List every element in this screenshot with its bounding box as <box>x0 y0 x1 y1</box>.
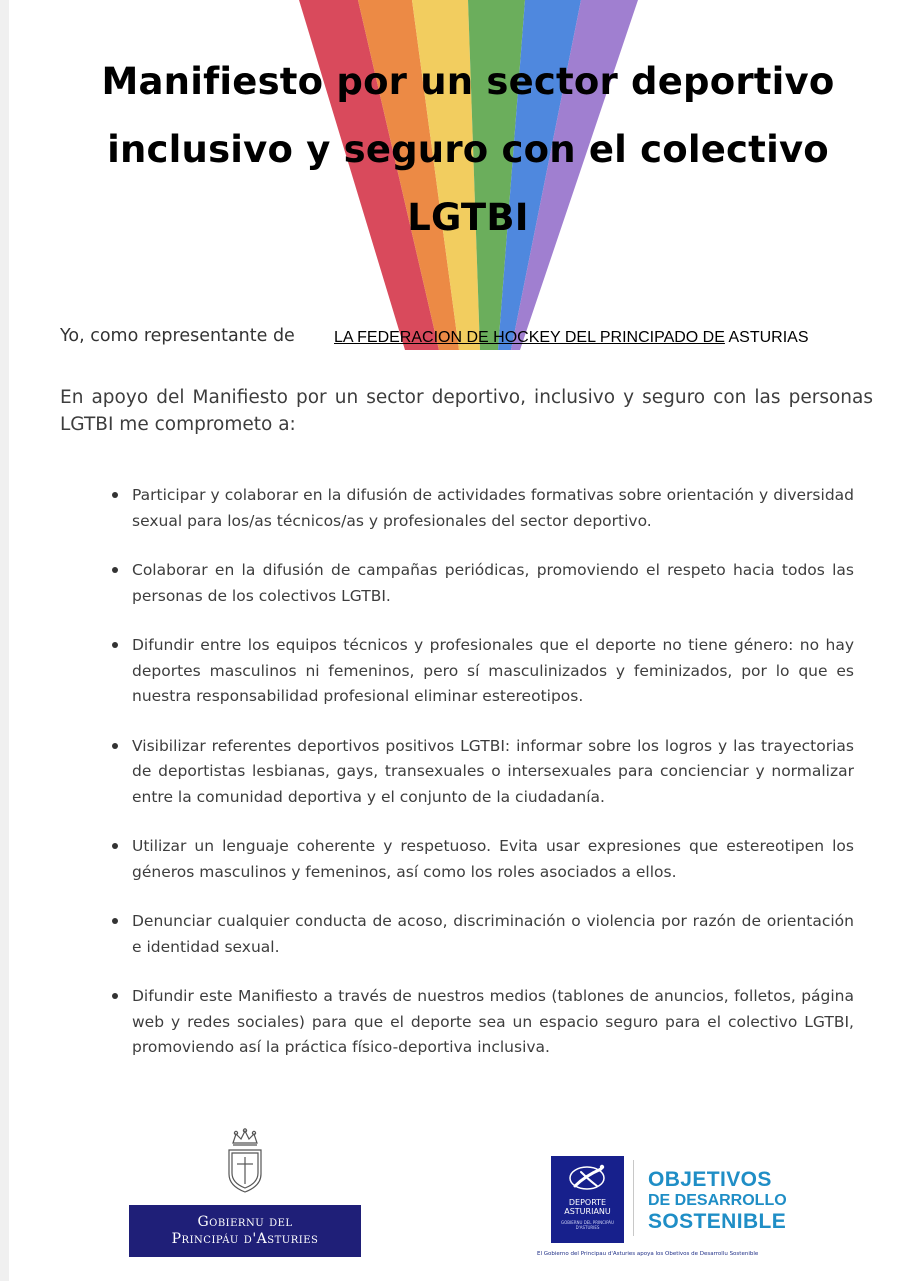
deporte-small-text: GOBIERNU DEL PRINCIPÁU D'ASTURIES <box>561 1220 614 1230</box>
asturias-coat-of-arms-icon <box>223 1128 267 1194</box>
commitment-item: Visibilizar referentes deportivos positivos LGTBI: informar sobre los logros y las trayectorias de deportistas lesbianas, gays, transexuales o intersexuales para concienciar y normalizar entre la comunidad deportiva y el conjunto de la ciudadanía. <box>112 734 854 811</box>
commitment-item: Denunciar cualquier conducta de acoso, discriminación o violencia por razón de orientación e identidad sexual. <box>112 909 854 960</box>
federation-name <box>334 329 808 347</box>
commitment-item: Difundir este Manifiesto a través de nuestros medios (tablones de anuncios, folletos, página web y redes sociales) para que el deporte sea un espacio seguro para el colectivo LGTBI, promoviendo así la práctica físico-deportiva inclusiva. <box>112 984 854 1061</box>
sdg-line3: SOSTENIBLE <box>648 1210 787 1233</box>
representative-prefix: Yo, como representante de <box>60 326 295 346</box>
deporte-asturianu-logo <box>551 1156 624 1243</box>
deporte-line2: ASTURIANU <box>564 1207 611 1216</box>
government-name-line2: Principáu d'Asturies <box>171 1231 319 1247</box>
commitment-item: Colaborar en la difusión de campañas periódicas, promoviendo el respeto hacia todos las personas de los colectivos LGTBI. <box>112 558 854 609</box>
government-logo <box>129 1128 361 1258</box>
commitment-item: Utilizar un lenguaje coherente y respetuoso. Evita usar expresiones que estereotipen los géneros masculinos y femeninos, así como los roles asociados a ellos. <box>112 834 854 885</box>
commitment-item: Participar y colaborar en la difusión de actividades formativas sobre orientación y diversidad sexual para los/as técnicos/as y profesionales del sector deportivo. <box>112 483 854 534</box>
commitments-list <box>112 483 854 1085</box>
deporte-asturianu-text <box>551 1198 624 1216</box>
federation-name-rest: ASTURIAS <box>728 329 809 346</box>
commitment-item: Difundir entre los equipos técnicos y profesionales que el deporte no tiene género: no hay deportes masculinos ni femeninos, pero sí masculinizados y feminizados, por lo que es nuestra responsabilidad profesional eliminar estereotipos. <box>112 633 854 710</box>
government-name-line1: Gobiernu del <box>197 1214 293 1230</box>
athlete-figure-icon <box>551 1156 624 1196</box>
deporte-line1: DEPORTE <box>568 1198 607 1207</box>
sdg-caption: El Gobierno del Principau d'Asturies apoya los Obetivos de Desarrollu Sostenible <box>537 1251 759 1257</box>
sdg-line1: OBJETIVOS <box>648 1168 772 1191</box>
sdg-logo-text <box>648 1169 787 1232</box>
manifesto-title: Manifiesto por un sector deportivo inclusivo y seguro con el colectivo LGTBI <box>101 60 835 239</box>
sdg-line2: DE DESARROLLO <box>648 1192 787 1209</box>
federation-name-underlined: LA FEDERACION DE HOCKEY DEL PRINCIPADO DE <box>334 329 725 346</box>
government-name-box <box>129 1205 361 1257</box>
intro-paragraph: En apoyo del Manifiesto por un sector deportivo, inclusivo y seguro con las personas LGTBI me comprometo a: <box>60 387 873 435</box>
logo-divider <box>633 1160 634 1236</box>
